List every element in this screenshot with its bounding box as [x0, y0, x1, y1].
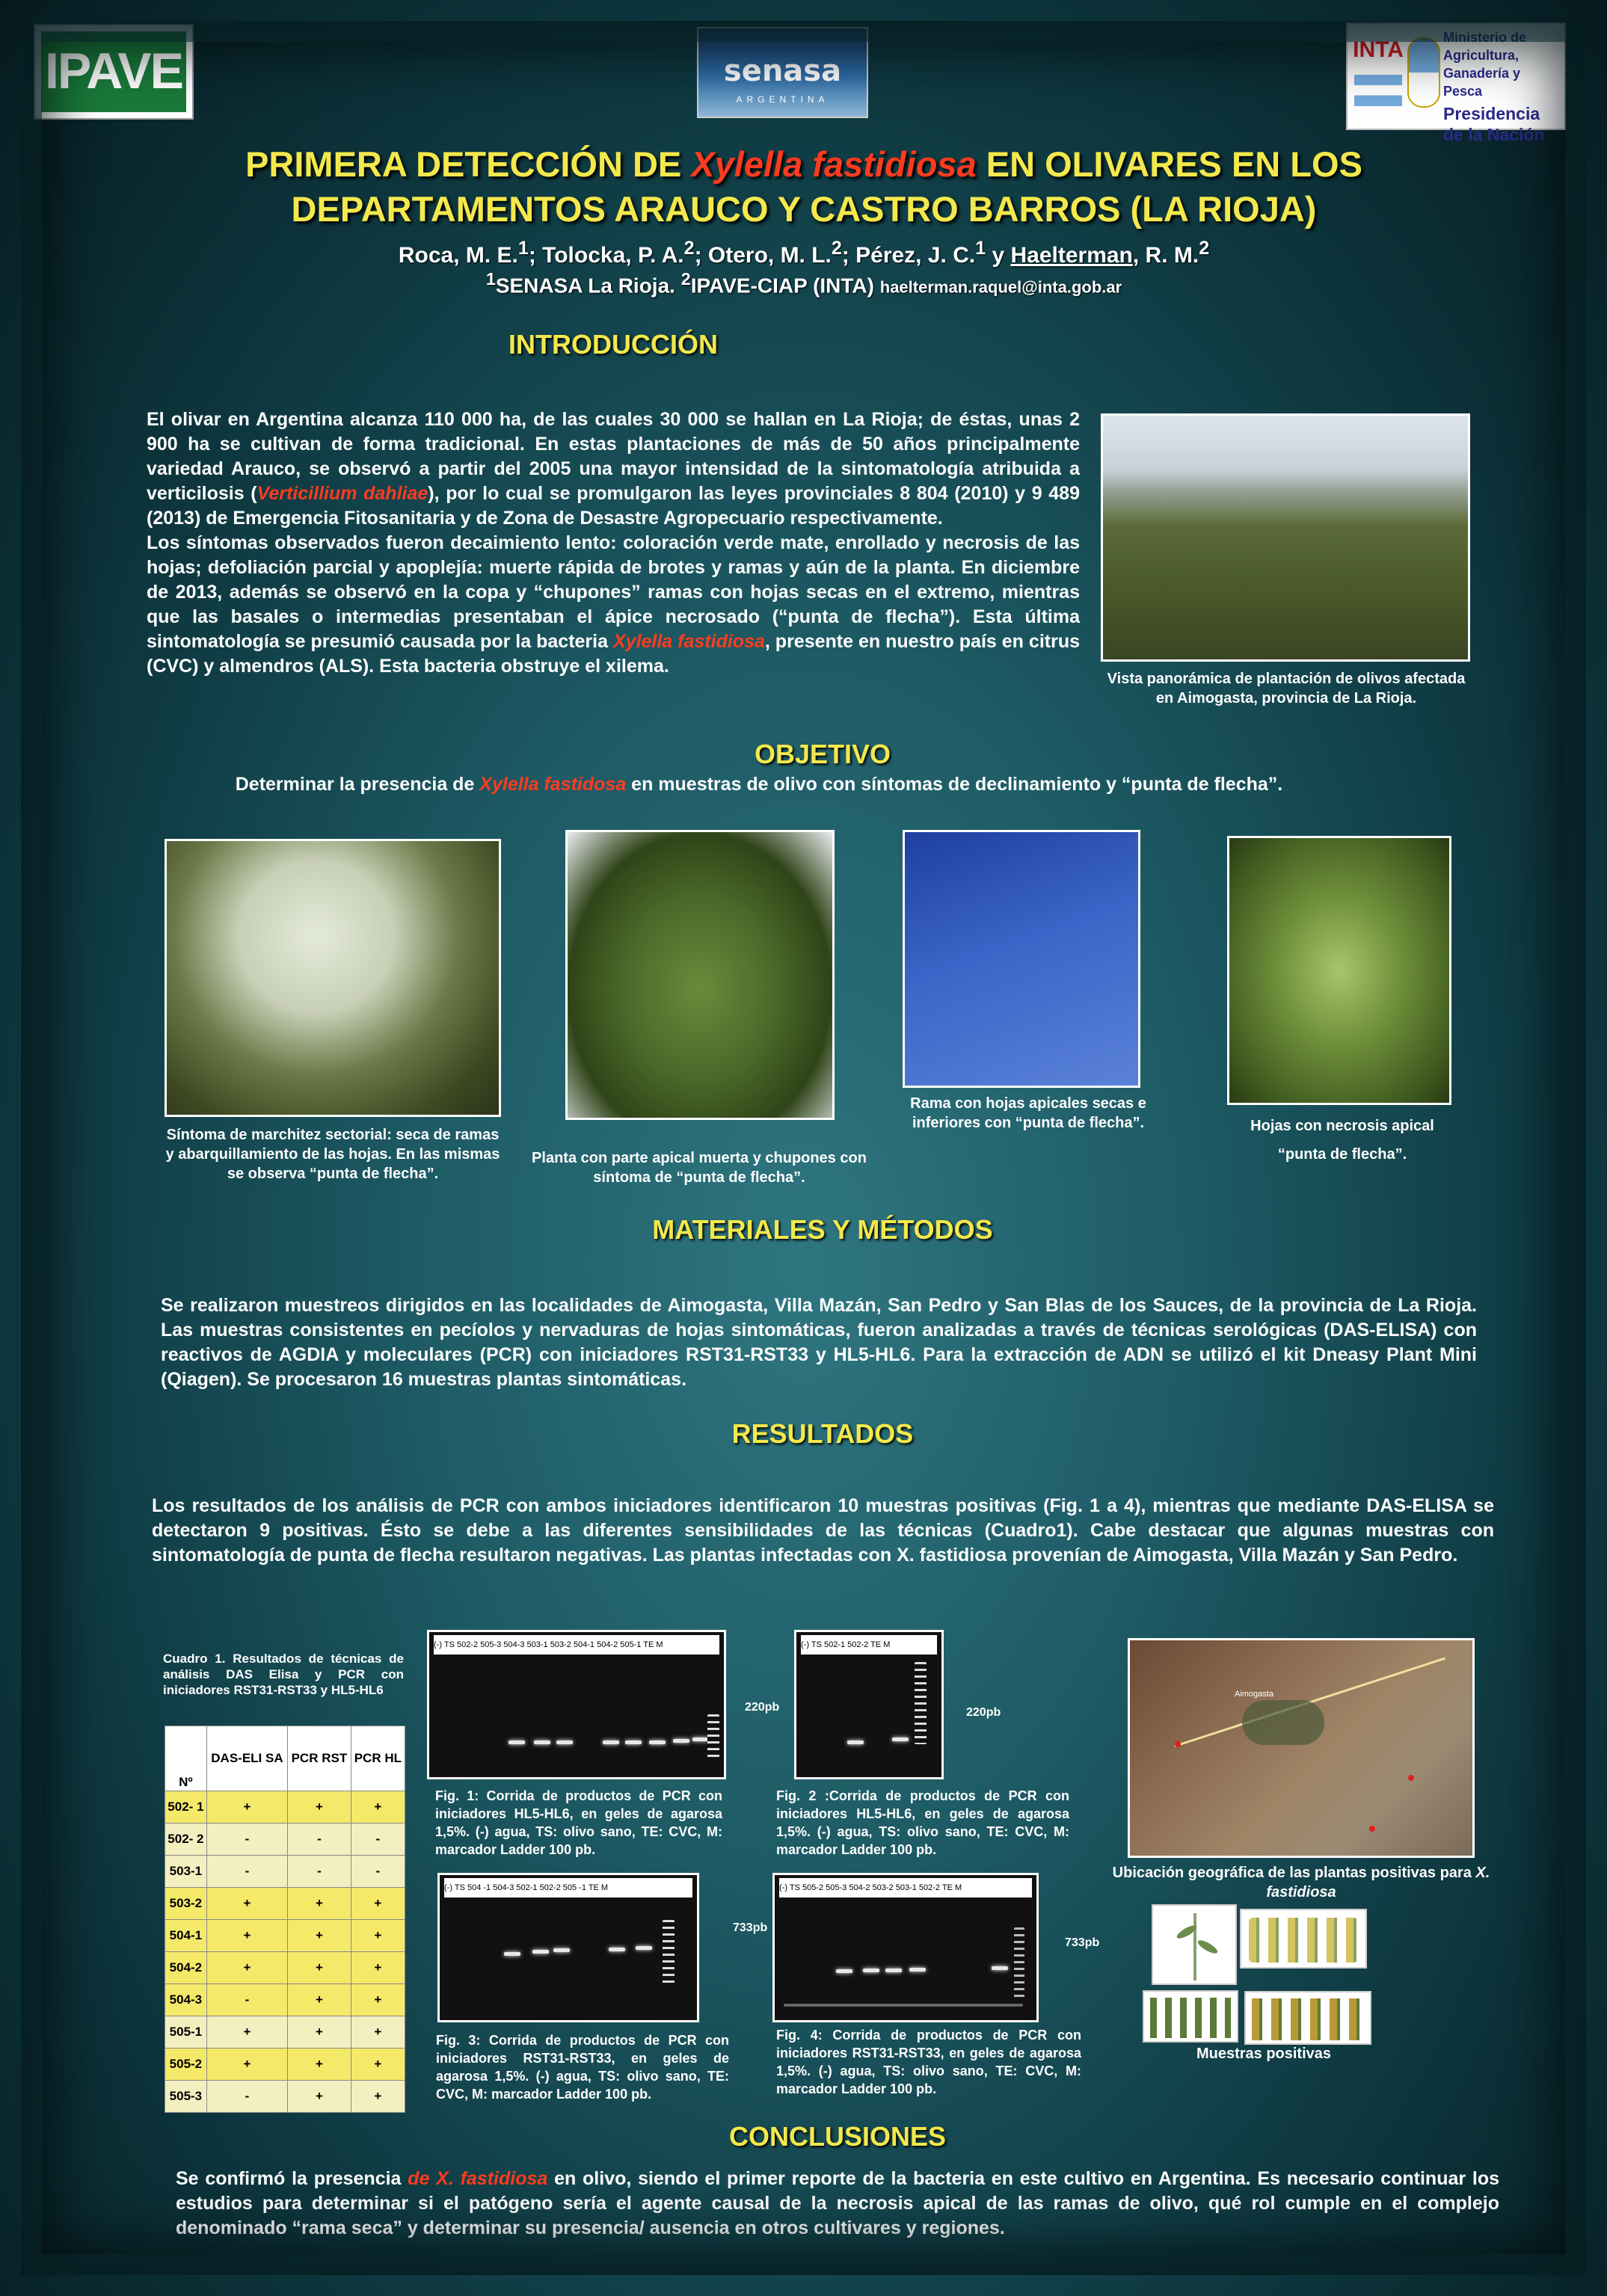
ipave-logo — [34, 24, 194, 120]
table-cell: + — [288, 2049, 351, 2081]
table-cell: + — [288, 1984, 351, 2016]
senasa-logo — [697, 27, 868, 118]
ministerio-line1: Ministerio de — [1443, 30, 1527, 45]
map-caption-species: X. fastidiosa — [1266, 1865, 1490, 1900]
authors — [150, 238, 1458, 268]
gel-fig1-band — [556, 1741, 573, 1744]
fig1-caption: Fig. 1: Corrida de productos de PCR con iniciadores HL5-HL6, en geles de agarosa 1,5%. (-) agua, TS: olivo sano, TE: CVC, M: marcador Ladder 100 pb. — [435, 1788, 722, 1857]
panoramic-caption-1: Vista panorámica de plantación de olivos afectada — [1107, 671, 1466, 687]
table-cell: + — [288, 2016, 351, 2049]
gel-fig4-lane-labels: (-) TS 505-2 505-3 504-2 503-2 503-1 502-2 TE M — [779, 1878, 1032, 1898]
cuadro-table — [165, 1726, 405, 2113]
symptom-caption-4-line1: Hojas con necrosis apical — [1250, 1118, 1434, 1134]
table-cell: 502- 1 — [165, 1791, 207, 1823]
objetivo-species: Xylella fastidosa — [479, 774, 627, 795]
gel-fig2-band — [847, 1741, 864, 1744]
senasa-logo-text: senasa — [723, 54, 842, 88]
gel-fig3 — [437, 1873, 699, 2022]
map-town-label: Aimogasta — [1235, 1690, 1273, 1699]
gel-fig4-band — [885, 1969, 902, 1972]
table-row — [165, 2016, 405, 2049]
author-1: Roca, M. E. — [398, 243, 518, 268]
gel-fig4-band — [836, 1969, 852, 1973]
gel-fig2-ladder — [915, 1662, 927, 1744]
senasa-logo-subtext: ARGENTINA — [736, 94, 829, 105]
table-cell: 505-3 — [165, 2081, 207, 2113]
gel-fig4-band — [909, 1968, 926, 1972]
panoramic-caption-2: en Aimogasta, provincia de La Rioja. — [1155, 690, 1417, 707]
affiliation-1: SENASA La Rioja. — [495, 274, 681, 298]
sample-leaves — [1252, 1998, 1364, 2040]
gel-fig3-band — [532, 1950, 549, 1954]
table-row — [165, 1984, 405, 2016]
gel-fig1-lane-labels: (-) TS 502-2 505-3 504-3 503-1 503-2 504-1 504-2 505-1 TE M — [434, 1635, 719, 1655]
cuadro-header-cell: Nº — [165, 1726, 207, 1791]
table-cell: - — [206, 1823, 287, 1856]
objetivo-text-b: en muestras de olivo con síntomas de declinamiento y “punta de flecha”. — [626, 774, 1283, 795]
table-cell: + — [206, 1952, 287, 1984]
introduccion-text — [147, 407, 1080, 679]
table-cell: + — [351, 2081, 405, 2113]
gel-fig3-band — [504, 1952, 520, 1956]
intro-p2-a: Los síntomas observados fueron decaimiento lento: coloración verde mate, enrollado y necrosis de las hojas; defoliación parcial y apoplejía: muerte rápida de brotes y ramas y aún de la planta. En diciembre de 2013, además se observó en la copa y “chupones” ramas con hojas secas en el extremo, mientras que las basales o intermedias presentaban el ápice necrosado (“punta de flecha”). Esta última sintomatología se presumió causada por la bacteria — [147, 532, 1080, 652]
gel-fig4 — [772, 1873, 1039, 2022]
table-cell: + — [206, 1888, 287, 1920]
gel-fig2-lane-labels: (-) TS 502-1 502-2 TE M — [801, 1635, 937, 1655]
affiliation-2-sup: 2 — [680, 269, 691, 289]
table-cell: + — [351, 2016, 405, 2049]
panoramic-photo — [1101, 413, 1470, 662]
title-line-1 — [90, 142, 1518, 187]
conclusiones-heading: CONCLUSIONES — [728, 2121, 947, 2152]
table-row — [165, 2049, 405, 2081]
table-cell: - — [206, 2081, 287, 2113]
map-caption — [1107, 1863, 1496, 1902]
objetivo-text-a: Determinar la presencia de — [235, 774, 480, 795]
table-cell: 504-1 — [165, 1920, 207, 1952]
fig4-caption: Fig. 4: Corrida de productos de PCR con iniciadores RST31-RST33, en geles de agarosa 1,5%. (-) agua, TS: olivo sano, TE: CVC, M: marcador Ladder 100 pb. — [776, 2028, 1081, 2096]
inta-ministerio-logo — [1346, 22, 1566, 144]
intro-p1-a: El olivar en Argentina alcanza 110 000 ha, de las cuales 30 000 se hallan en La Rioja; de éstas, unas 2 900 ha se cultivan de forma tradicional. En estas plantaciones de más de 50 años principalmente variedad Arauco, se observó a partir del 2005 una mayor intensidad de la sintomatología atribuida a verticilosis ( — [147, 409, 1080, 504]
table-cell: + — [206, 2049, 287, 2081]
table-cell: 503-1 — [165, 1856, 207, 1888]
inta-logo — [1351, 30, 1405, 111]
map-caption-a: Ubicación geográfica de las plantas positivas para — [1112, 1865, 1476, 1881]
fig2-caption: Fig. 2 :Corrida de productos de PCR con iniciadores HL5-HL6, en geles de agarosa 1,5%. (-) agua, TS: olivo sano, TE: CVC, M: marcador Ladder 100 pb. — [776, 1788, 1069, 1857]
conclusiones-text — [176, 2167, 1499, 2241]
gel-fig1 — [427, 1630, 726, 1779]
sample-leaf — [1196, 1938, 1220, 1956]
title-species: Xylella fastidiosa — [691, 144, 977, 184]
coat-of-arms-icon — [1407, 37, 1440, 108]
table-cell: 504-3 — [165, 1984, 207, 2016]
gel-fig1-band — [692, 1738, 709, 1741]
table-cell: + — [288, 2081, 351, 2113]
contact-email[interactable]: haelterman.raquel@inta.gob.ar — [879, 277, 1122, 297]
table-cell: + — [351, 1888, 405, 1920]
cuadro-caption: Cuadro 1. Resultados de técnicas de análisis DAS Elisa y PCR con iniciadores RST31-RST33 y HL5-HL6 — [163, 1652, 404, 1697]
gel-fig4-marker: 733pb — [1065, 1936, 1100, 1949]
author-5-prefix: y — [986, 243, 1011, 268]
affiliation-2: IPAVE-CIAP (INTA) — [690, 274, 880, 298]
affiliation-1-sup: 1 — [485, 269, 496, 289]
gel-fig3-band — [609, 1948, 625, 1951]
intro-p2-b: , presente en nuestro país en citrus (CVC) y almendros (ALS). Esta bacteria obstruye el xilema. — [147, 631, 1080, 677]
symptom-caption-3: Rama con hojas apicales secas e inferiores con “punta de flecha”. — [910, 1095, 1146, 1131]
author-2: ; Tolocka, P. A. — [528, 243, 684, 268]
gel-fig2-band — [892, 1738, 909, 1741]
gel-fig3-band — [553, 1948, 570, 1952]
cuadro-body — [165, 1791, 405, 2113]
table-cell: 505-2 — [165, 2049, 207, 2081]
sample-photo-4 — [1244, 1991, 1371, 2045]
fig3-caption: Fig. 3: Corrida de productos de PCR con iniciadores RST31-RST33, en geles de agarosa 1,5%. (-) agua, TS: olivo sano, TE: CVC, M: marcador Ladder 100 pb. — [436, 2033, 729, 2102]
cuadro-header-row — [165, 1726, 405, 1791]
symptom-caption-2: Planta con parte apical muerta y chupones con síntoma de “punta de flecha”. — [532, 1150, 867, 1186]
author-5-initials: , R. M. — [1132, 243, 1199, 268]
table-cell: + — [288, 1952, 351, 1984]
author-3-sup: 2 — [831, 238, 842, 259]
argentina-flag-icon — [1354, 75, 1402, 106]
ipave-logo-text: IPAVE — [45, 43, 182, 99]
table-cell: + — [206, 1791, 287, 1823]
author-2-sup: 2 — [683, 238, 695, 259]
inta-logo-text: INTA — [1353, 37, 1404, 62]
gel-fig1-ladder — [707, 1714, 719, 1759]
table-row — [165, 1888, 405, 1920]
symptom-photo-1 — [165, 839, 501, 1117]
table-cell: - — [206, 1856, 287, 1888]
gel-fig3-marker: 733pb — [733, 1921, 768, 1934]
affiliations — [150, 269, 1458, 298]
intro-p2-species: Xylella fastidiosa — [612, 631, 765, 652]
table-cell: + — [288, 1920, 351, 1952]
table-cell: 503-2 — [165, 1888, 207, 1920]
map-marker-icon — [1369, 1826, 1375, 1832]
table-cell: - — [206, 1984, 287, 2016]
table-cell: 502- 2 — [165, 1823, 207, 1856]
gel-fig1-band — [673, 1739, 689, 1743]
muestras-caption: Muestras positivas — [1196, 2046, 1332, 2062]
conclusiones-text-a: Se confirmó la presencia — [176, 2168, 408, 2189]
table-cell: + — [206, 2016, 287, 2049]
sample-photo-1 — [1152, 1904, 1237, 1985]
sample-photo-2 — [1240, 1909, 1367, 1969]
symptom-photo-4 — [1227, 836, 1451, 1105]
symptom-caption-4-line2: “punta de flecha”. — [1277, 1146, 1407, 1163]
conclusiones-species: de X. fastidiosa — [408, 2168, 548, 2189]
intro-p1-species: Verticillium dahliae — [256, 483, 428, 504]
symptom-photo-3 — [903, 830, 1140, 1088]
table-row — [165, 1920, 405, 1952]
gel-fig1-band — [625, 1741, 642, 1744]
materiales-text: Se realizaron muestreos dirigidos en las localidades de Aimogasta, Villa Mazán, San Pedro y San Blas de los Sauces, de la provincia de La Rioja. Las muestras consistentes en pecíolos y nervaduras de hojas sintomáticas, fueron analizadas a través de técnicas serológicas (DAS-ELISA) con reactivos de AGDIA y moleculares (PCR) con iniciadores RST31-RST33 y HL5-HL6. Para la extracción de ADN se utilizó el kit Dneasy Plant Mini (Qiagen). Se procesaron 16 muestras plantas sintomáticas. — [161, 1295, 1477, 1390]
table-cell: + — [351, 2049, 405, 2081]
objetivo-heading: OBJETIVO — [754, 739, 891, 769]
cuadro-header-cell: DAS-ELI SA — [206, 1726, 287, 1791]
gel-fig3-ladder — [663, 1920, 675, 1983]
table-row — [165, 2081, 405, 2113]
table-cell: + — [351, 1984, 405, 2016]
author-4-sup: 1 — [975, 238, 986, 259]
table-cell: 505-1 — [165, 2016, 207, 2049]
gel-fig1-band — [508, 1741, 525, 1744]
table-cell: + — [288, 1791, 351, 1823]
sample-leaves — [1249, 1918, 1358, 1963]
title-line-2: DEPARTAMENTOS ARAUCO Y CASTRO BARROS (LA RIOJA) — [291, 189, 1317, 229]
presidencia-text: Presidencia de la Nación — [1443, 104, 1545, 144]
materiales-heading: MATERIALES Y MÉTODOS — [652, 1214, 993, 1245]
author-5-sup: 2 — [1199, 238, 1210, 259]
resultados-heading: RESULTADOS — [731, 1418, 914, 1449]
objetivo-text — [90, 774, 1428, 795]
table-cell: 504-2 — [165, 1952, 207, 1984]
panoramic-caption — [1092, 669, 1481, 708]
introduccion-heading: INTRODUCCIÓN — [508, 329, 718, 360]
table-cell: - — [288, 1823, 351, 1856]
gel-fig4-band — [784, 2004, 1023, 2007]
gel-fig2-marker: 220pb — [966, 1706, 1001, 1719]
ministerio-line2: Agricultura, Ganadería y Pesca — [1443, 48, 1521, 99]
sample-leaves — [1150, 1998, 1231, 2038]
map-town — [1242, 1700, 1324, 1745]
table-row — [165, 1856, 405, 1888]
author-5-name: Haelterman — [1010, 243, 1133, 268]
sample-sprout — [1193, 1913, 1196, 1980]
gel-fig2 — [794, 1630, 944, 1779]
title-part2: EN OLIVARES EN LOS — [976, 144, 1362, 184]
table-cell: - — [351, 1856, 405, 1888]
gel-fig4-band — [992, 1966, 1008, 1970]
cuadro-header-cell: PCR HL — [351, 1726, 405, 1791]
table-cell: + — [351, 1952, 405, 1984]
gel-fig1-band — [649, 1741, 666, 1744]
symptom-caption-1: Síntoma de marchitez sectorial: seca de ramas y abarquillamiento de las hojas. En las mismas se observa “punta de flecha”. — [165, 1127, 500, 1182]
map-marker-icon — [1175, 1741, 1181, 1747]
gel-fig4-ladder — [1014, 1927, 1024, 1998]
gel-fig1-band — [534, 1741, 550, 1744]
author-3: ; Otero, M. L. — [694, 243, 832, 268]
table-row — [165, 1791, 405, 1823]
author-1-sup: 1 — [517, 238, 529, 259]
map-marker-icon — [1408, 1775, 1414, 1781]
table-cell: + — [206, 1920, 287, 1952]
satellite-map — [1128, 1638, 1475, 1858]
sample-photo-3 — [1143, 1990, 1238, 2043]
resultados-text: Los resultados de los análisis de PCR con ambos iniciadores identificaron 10 muestras positivas (Fig. 1 a 4), mientras que mediante DAS-ELISA se detectaron 9 positivas. Ésto se debe a las diferentes sensibilidades de las técnicas (Cuadro1). Cabe destacar que algunas muestras con sintomatología de punta de flecha resultaron negativas. Las plantas infectadas con X. fastidiosa provenían de Aimogasta, Villa Mazán y San Pedro. — [152, 1495, 1494, 1566]
gel-fig3-lane-labels: (-) TS 504 -1 504-3 502-1 502-2 505 -1 TE M — [444, 1878, 692, 1898]
gel-fig4-band — [863, 1969, 879, 1972]
table-cell: + — [351, 1920, 405, 1952]
poster-title — [90, 142, 1518, 232]
cuadro-header-cell: PCR RST — [288, 1726, 351, 1791]
table-row — [165, 1823, 405, 1856]
table-cell: + — [288, 1888, 351, 1920]
author-4: ; Pérez, J. C. — [841, 243, 976, 268]
title-part1: PRIMERA DETECCIÓN DE — [245, 144, 692, 184]
symptom-caption-4 — [1204, 1112, 1481, 1169]
cuadro-table-wrap — [165, 1726, 405, 2113]
table-cell: - — [288, 1856, 351, 1888]
table-cell: - — [351, 1823, 405, 1856]
table-row — [165, 1952, 405, 1984]
conclusiones-text-b: en olivo, siendo el primer reporte de la bacteria en este cultivo en Argentina. Es necesario continuar los estudios para determinar si el patógeno sería el agente causal de la necrosis apical de las ramas de olivo, qué rol cumple en el complejo denominado “rama seca” y determinar su presencia/ ausencia en otros cultivares y regiones. — [176, 2168, 1499, 2238]
table-cell: + — [351, 1791, 405, 1823]
gel-fig1-band — [603, 1741, 619, 1744]
cuadro-head — [165, 1726, 405, 1791]
intro-p1-b: ), por lo cual se promulgaron las leyes provinciales 8 804 (2010) y 9 489 (2013) de Emergencia Fitosanitaria y de Zona de Desastre Agropecuario respectivamente. — [147, 483, 1080, 529]
symptom-photo-2 — [565, 830, 835, 1120]
gel-fig1-marker: 220pb — [745, 1701, 780, 1714]
gel-fig3-band — [636, 1946, 652, 1950]
